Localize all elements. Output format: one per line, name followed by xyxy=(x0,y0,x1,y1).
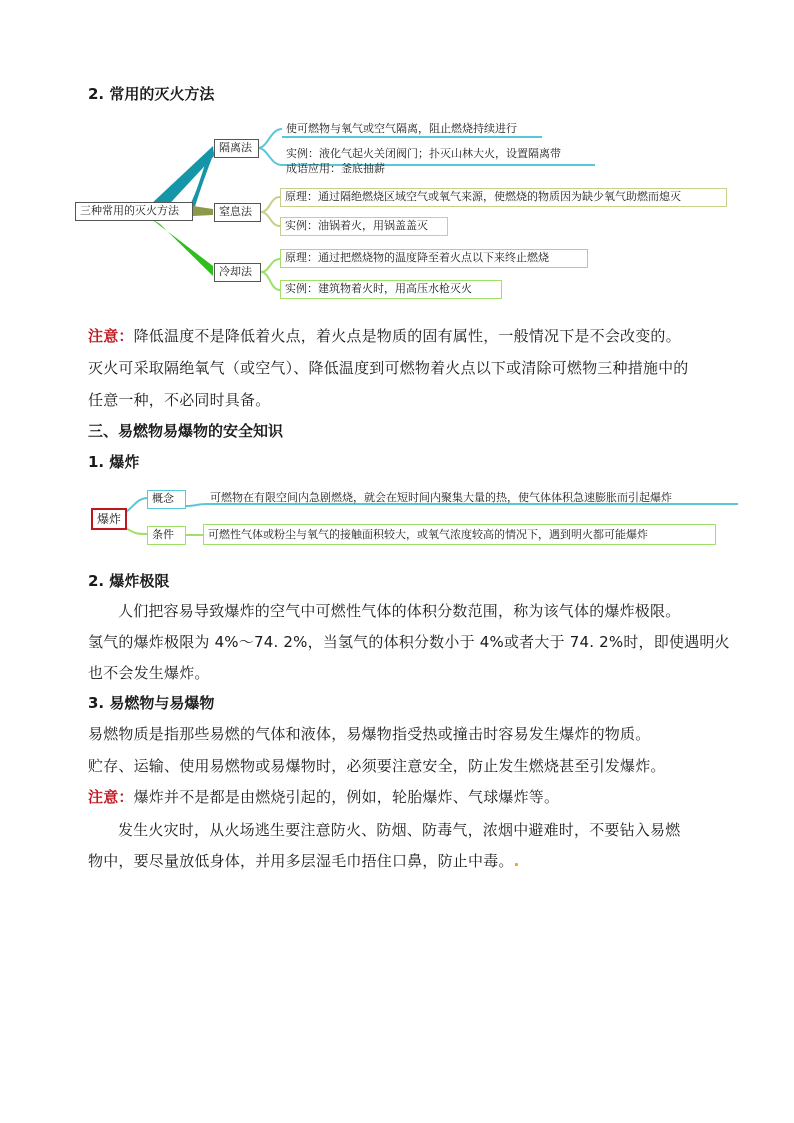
section-title-flammables: 三、易燃物易爆物的安全知识 xyxy=(88,422,284,440)
note1-line2: 灭火可采取隔绝氧气（或空气）、降低温度到可燃物着火点以下或清除可燃物三种措施中的 xyxy=(88,359,689,377)
branch-cool-label: 冷却法 xyxy=(219,265,252,278)
subsection-title-limit: 2. 爆炸极限 xyxy=(88,572,170,590)
note2-label: 注意： xyxy=(88,788,134,806)
def-line1: 易燃物质是指那些易燃的气体和液体，易爆物指受热或撞击时容易发生爆炸的物质。 xyxy=(88,725,651,743)
isolation-example: 实例：液化气起火关闭阀门；扑灭山林大火，设置隔离带 xyxy=(286,147,561,160)
smother-example: 实例：油锅着火，用锅盖盖灭 xyxy=(285,219,428,232)
mindmap-root-label: 三种常用的灭火方法 xyxy=(80,204,179,217)
concept-text: 可燃物在有限空间内急剧燃烧，就会在短时间内聚集大量的热，使气体体积急速膨胀而引起爆炸 xyxy=(210,491,672,504)
connector-concept xyxy=(126,498,148,512)
condition-text: 可燃性气体或粉尘与氧气的接触面积较大，或氧气浓度较高的情况下，遇到明火都可能爆炸 xyxy=(208,528,648,541)
isolation-principle: 使可燃物与氧气或空气隔离，阻止燃烧持续进行 xyxy=(286,122,517,135)
note2-text: 爆炸并不是都是由燃烧引起的，例如，轮胎爆炸、气球爆炸等。 xyxy=(133,788,560,806)
note1-label: 注意： xyxy=(88,327,134,345)
mindmap2-root-label: 爆炸 xyxy=(97,512,122,526)
connector-condition xyxy=(126,528,148,534)
condition-box xyxy=(147,526,186,545)
condition-text-box xyxy=(203,524,716,545)
limit-line3: 也不会发生爆炸。 xyxy=(88,664,210,682)
note1-text1: 降低温度不是降低着火点，着火点是物质的固有属性，一般情况下是不会改变的。 xyxy=(133,327,681,345)
condition-label: 条件 xyxy=(152,528,174,541)
section-title-extinguish-methods: 2. 常用的灭火方法 xyxy=(88,85,215,103)
escape-text2: 物中，要尽量放低身体，并用多层湿毛巾捂住口鼻，防止中毒。 xyxy=(88,852,514,870)
isolation-idiom: 成语应用：釜底抽薪 xyxy=(286,162,385,175)
smother-principle: 原理：通过隔绝燃烧区域空气或氧气来源，使燃烧的物质因为缺少氧气助燃而熄灭 xyxy=(285,190,681,203)
escape-line1: 发生火灾时，从火场逃生要注意防火、防烟、防毒气，浓烟中避难时，不要钻入易燃 xyxy=(118,821,681,839)
escape-trail-dot: . xyxy=(513,852,520,870)
cool-principle: 原理：通过把燃烧物的温度降至着火点以下来终止燃烧 xyxy=(285,251,549,264)
escape-line2 xyxy=(88,850,520,871)
limit-line2: 氢气的爆炸极限为 4%～74. 2%，当氢气的体积分数小于 4%或者大于 74. 2%时，即使遇明火 xyxy=(88,633,730,651)
concept-box xyxy=(147,490,186,509)
concept-label: 概念 xyxy=(152,492,174,505)
limit-line1: 人们把容易导致爆炸的空气中可燃性气体的体积分数范围，称为该气体的爆炸极限。 xyxy=(118,602,681,620)
note1-line3: 任意一种，不必同时具备。 xyxy=(88,391,271,409)
cool-example: 实例：建筑物着火时，用高压水枪灭火 xyxy=(285,282,472,295)
branch-smother-label: 窒息法 xyxy=(219,205,252,218)
mindmap2-root-box xyxy=(91,508,127,530)
subsection-title-explosion: 1. 爆炸 xyxy=(88,453,140,471)
subsection-title-flammable: 3. 易燃物与易爆物 xyxy=(88,694,215,712)
def-line2: 贮存、运输、使用易燃物或易爆物时，必须要注意安全，防止发生燃烧甚至引发爆炸。 xyxy=(88,757,666,775)
branch-isolation-label: 隔离法 xyxy=(219,141,252,154)
note2-line xyxy=(88,786,559,807)
